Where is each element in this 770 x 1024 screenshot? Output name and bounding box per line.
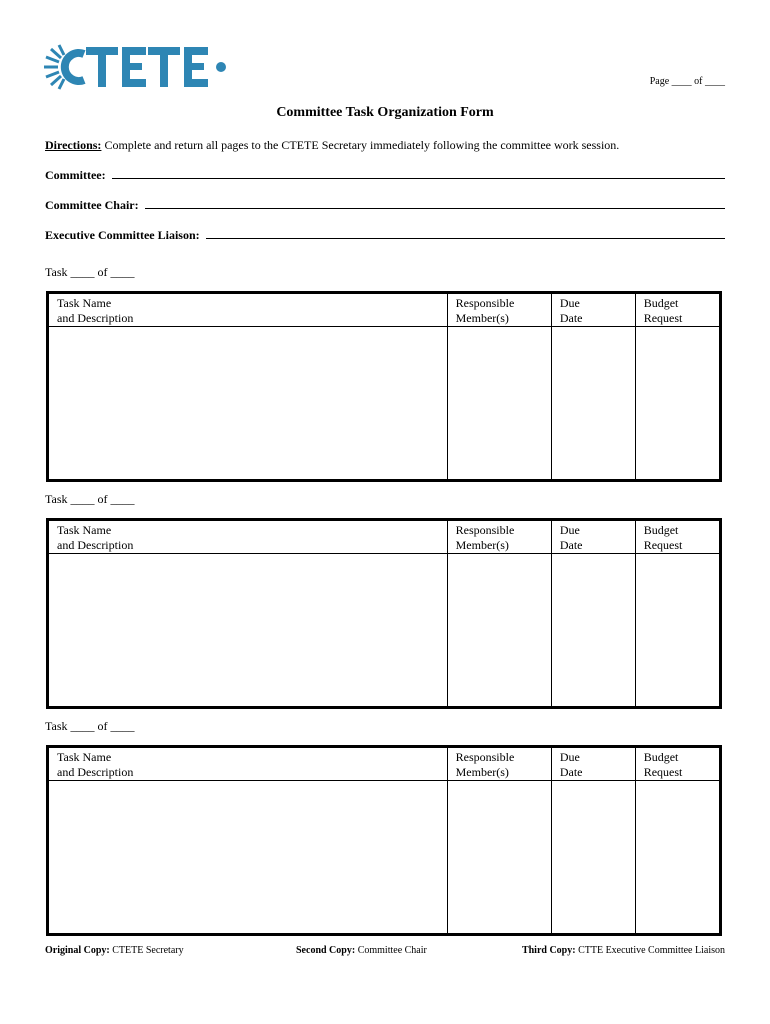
ctete-logo xyxy=(40,44,232,90)
responsible-cell[interactable] xyxy=(447,781,551,935)
second-copy: Second Copy: Committee Chair xyxy=(296,945,427,956)
task-name-cell[interactable] xyxy=(48,327,448,481)
col-due-date: Due Date xyxy=(551,520,635,554)
task-table xyxy=(46,291,722,482)
ctete-logo-graphic xyxy=(40,44,232,90)
col-task-name: Task Name and Description xyxy=(48,747,448,781)
liaison-label: Executive Committee Liaison: xyxy=(45,228,200,242)
directions xyxy=(45,138,725,153)
page-number: Page ____ of ____ xyxy=(649,76,725,87)
col-budget: Budget Request xyxy=(635,293,720,327)
col-budget: Budget Request xyxy=(635,747,720,781)
committee-chair-input-line[interactable] xyxy=(145,198,725,209)
budget-cell[interactable] xyxy=(635,554,720,708)
task-name-cell[interactable] xyxy=(48,554,448,708)
committee-chair-label: Committee Chair: xyxy=(45,198,139,212)
liaison-field[interactable] xyxy=(45,228,725,243)
task-name-cell[interactable] xyxy=(48,781,448,935)
col-due-date: Due Date xyxy=(551,747,635,781)
col-budget: Budget Request xyxy=(635,520,720,554)
task-table xyxy=(46,745,722,936)
responsible-cell[interactable] xyxy=(447,327,551,481)
col-task-name: Task Name and Description xyxy=(48,520,448,554)
task-label: Task ____ of ____ xyxy=(45,265,135,279)
directions-text: Complete and return all pages to the CTETE Secretary immediately following the committee work session. xyxy=(104,138,620,152)
committee-chair-field[interactable] xyxy=(45,198,725,213)
third-copy: Third Copy: CTTE Executive Committee Liaison xyxy=(521,945,725,956)
committee-input-line[interactable] xyxy=(112,168,725,179)
task-label: Task ____ of ____ xyxy=(45,492,135,506)
budget-cell[interactable] xyxy=(635,781,720,935)
due-date-cell[interactable] xyxy=(551,327,635,481)
task-label: Task ____ of ____ xyxy=(45,719,135,733)
task-table-row xyxy=(48,327,721,481)
col-responsible: Responsible Member(s) xyxy=(447,520,551,554)
task-table-header xyxy=(48,520,721,554)
due-date-cell[interactable] xyxy=(551,781,635,935)
committee-field[interactable] xyxy=(45,168,725,183)
col-responsible: Responsible Member(s) xyxy=(447,293,551,327)
col-responsible: Responsible Member(s) xyxy=(447,747,551,781)
responsible-cell[interactable] xyxy=(447,554,551,708)
task-table-row xyxy=(48,554,721,708)
col-task-name: Task Name and Description xyxy=(48,293,448,327)
page-title: Committee Task Organization Form xyxy=(276,105,494,120)
col-due-date: Due Date xyxy=(551,293,635,327)
original-copy: Original Copy: CTETE Secretary xyxy=(45,945,184,956)
task-table-header xyxy=(48,747,721,781)
task-table-header xyxy=(48,293,721,327)
liaison-input-line[interactable] xyxy=(206,228,725,239)
task-table xyxy=(46,518,722,709)
budget-cell[interactable] xyxy=(635,327,720,481)
task-table-row xyxy=(48,781,721,935)
directions-label: Directions: xyxy=(45,138,102,152)
due-date-cell[interactable] xyxy=(551,554,635,708)
committee-label: Committee: xyxy=(45,168,106,182)
